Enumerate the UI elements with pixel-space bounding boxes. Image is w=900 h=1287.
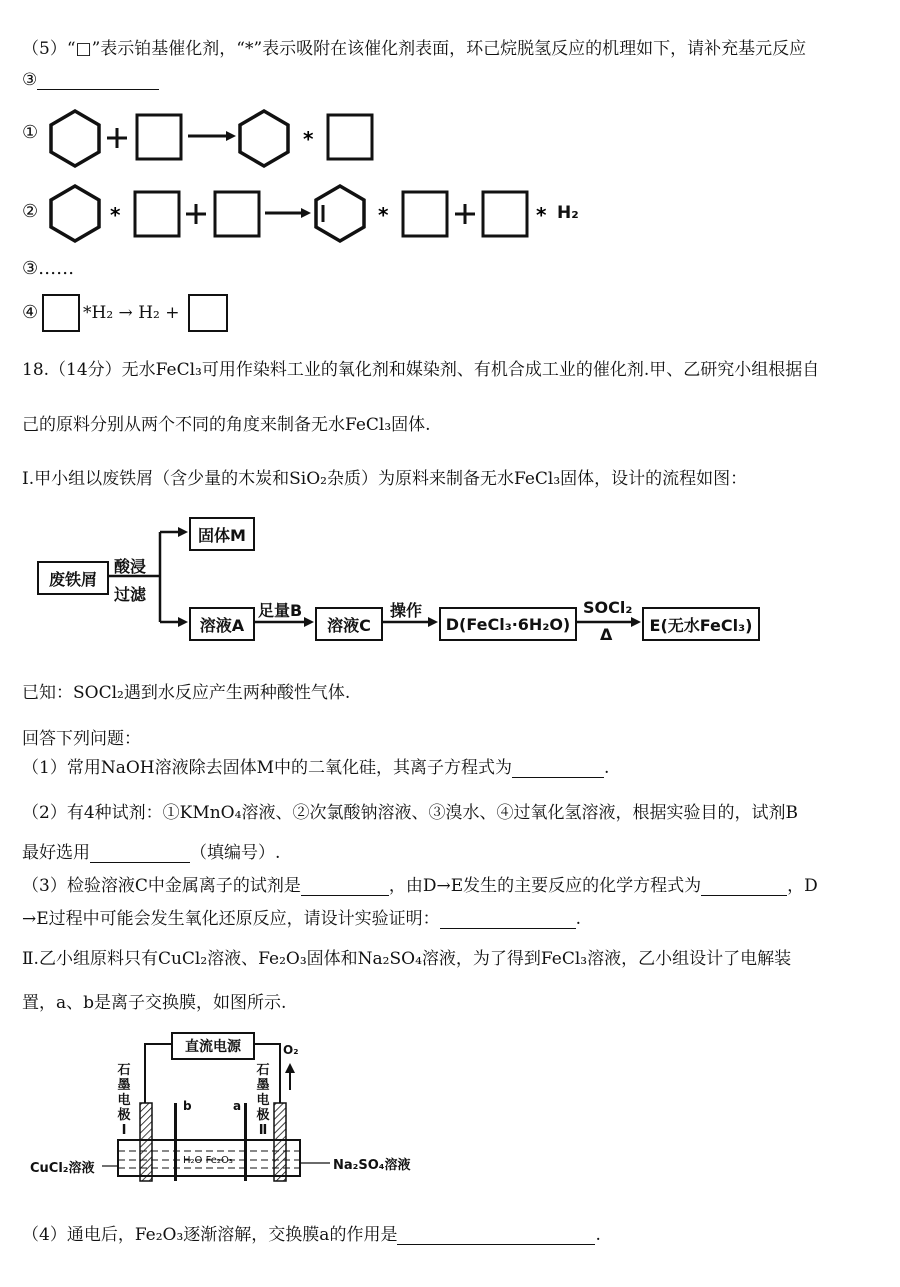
flow-delta-label: Δ bbox=[600, 625, 613, 644]
subquestion-3a-text1: （3）检验溶液C中金属离子的试剂是 bbox=[22, 876, 301, 896]
q18-intro-line1: 18.（14分）无水FeCl₃可用作染料工业的氧化剂和媒染剂、有机合成工业的催化剂.甲、乙研究小组根据自 bbox=[22, 360, 820, 380]
flow-step-label-top: 酸浸 bbox=[114, 557, 147, 576]
flow-E-box: E(无水FeCl₃) bbox=[642, 607, 760, 641]
electrode2-char: Ⅱ bbox=[258, 1123, 268, 1138]
middle-compartment-label: H₂O Fe₂O₃ bbox=[183, 1155, 233, 1166]
q5-line2-prefix: ③ bbox=[22, 70, 38, 90]
membrane-b bbox=[174, 1103, 177, 1181]
right-solution-label: Na₂SO₄溶液 bbox=[333, 1158, 411, 1173]
part2-line1: Ⅱ.乙小组原料只有CuCl₂溶液、Fe₂O₃固体和Na₂SO₄溶液，为了得到FeCl₃溶液，乙小组设计了电解装 bbox=[22, 949, 792, 969]
q5-line1: （5）“□”表示铂基催化剂，“*”表示吸附在该催化剂表面，环己烷脱氢反应的机理如下，请补充基元反应 bbox=[22, 39, 807, 59]
o2-label: O₂ bbox=[283, 1043, 299, 1057]
subquestion-3a-text2: ，由D→E发生的主要反应的化学方程式为 bbox=[388, 876, 702, 896]
electrode2-char: 极 bbox=[256, 1108, 270, 1123]
flow-solC-box: 溶液C bbox=[315, 607, 383, 641]
q18-intro-line2: 己的原料分别从两个不同的角度来制备无水FeCl₃固体. bbox=[22, 415, 431, 435]
subquestion-3b-end: . bbox=[575, 909, 582, 929]
dc-power-box: 直流电源 bbox=[171, 1032, 255, 1060]
electrode1-char: 极 bbox=[117, 1108, 131, 1123]
flow-socl2-label: SOCl₂ bbox=[583, 598, 633, 617]
step4-text: *H₂ → H₂ + bbox=[83, 303, 180, 323]
answer-prompt: 回答下列问题： bbox=[22, 729, 141, 749]
adsorption-star: * bbox=[110, 203, 121, 227]
electrode1-char: 电 bbox=[117, 1093, 131, 1108]
step2-label: ② bbox=[22, 201, 39, 222]
membrane-a bbox=[244, 1103, 247, 1181]
adsorption-star: * bbox=[536, 203, 547, 227]
step3-text: ③…… bbox=[22, 258, 75, 279]
subquestion-3a-text3: ，D bbox=[787, 876, 818, 896]
electrode2-char: 墨 bbox=[256, 1078, 270, 1093]
h2-product-label: H₂ bbox=[557, 203, 579, 223]
subquestion-4-text: （4）通电后，Fe₂O₃逐渐溶解，交换膜a的作用是 bbox=[22, 1225, 398, 1245]
flow-solid-box: 固体M bbox=[189, 517, 255, 551]
graphite-electrode-1 bbox=[140, 1103, 152, 1181]
flow-solA-box: 溶液A bbox=[189, 607, 255, 641]
adsorption-star: * bbox=[303, 127, 314, 151]
subquestion-1-end: . bbox=[604, 758, 610, 778]
graphite-electrode-2 bbox=[274, 1103, 286, 1181]
electrode1-char: 墨 bbox=[117, 1078, 131, 1093]
part2-line2: 置，a、b是离子交换膜，如图所示. bbox=[22, 993, 287, 1013]
step4-label: ④ bbox=[22, 302, 39, 323]
flow-D-box: D(FeCl₃·6H₂O) bbox=[439, 607, 577, 641]
subquestion-1-text: （1）常用NaOH溶液除去固体M中的二氧化硅，其离子方程式为 bbox=[22, 758, 512, 778]
subquestion-4-end: . bbox=[595, 1225, 601, 1245]
subquestion-2b-end: （填编号）. bbox=[190, 843, 281, 863]
part1-text: Ⅰ.甲小组以废铁屑（含少量的木炭和SiO₂杂质）为原料来制备无水FeCl₃固体，设计的流程如图： bbox=[22, 469, 748, 489]
subquestion-3b-text: →E过程中可能会发生氧化还原反应，请设计实验证明： bbox=[22, 909, 440, 929]
electrode2-char: 电 bbox=[256, 1093, 270, 1108]
membrane-b-label: b bbox=[183, 1099, 192, 1113]
subquestion-2b-text: 最好选用 bbox=[22, 843, 90, 863]
answer-blank-sq4[interactable] bbox=[397, 1226, 595, 1245]
left-solution-label: CuCl₂溶液 bbox=[30, 1161, 95, 1176]
flow-step-label-bottom: 过滤 bbox=[114, 585, 147, 604]
electrode1-char: Ⅰ bbox=[121, 1123, 127, 1138]
step1-label: ① bbox=[22, 122, 39, 143]
subquestion-4 bbox=[22, 1220, 601, 1245]
subquestion-2a: （2）有4种试剂：①KMnO₄溶液、②次氯酸钠溶液、③溴水、④过氧化氢溶液，根据实验目的，试剂B bbox=[22, 803, 798, 823]
electrode1-label bbox=[116, 1063, 132, 1138]
electrode2-char: 石 bbox=[256, 1063, 270, 1078]
electrode1-char: 石 bbox=[117, 1063, 131, 1078]
electrode2-label bbox=[255, 1063, 271, 1138]
flow-operation-label: 操作 bbox=[390, 601, 423, 620]
adsorption-star: * bbox=[378, 203, 389, 227]
flow-start-box: 废铁屑 bbox=[37, 561, 109, 595]
flow-reagentB-label: 足量B bbox=[258, 601, 303, 620]
known-text: 已知：SOCl₂遇到水反应产生两种酸性气体. bbox=[22, 683, 351, 703]
membrane-a-label: a bbox=[233, 1099, 242, 1113]
